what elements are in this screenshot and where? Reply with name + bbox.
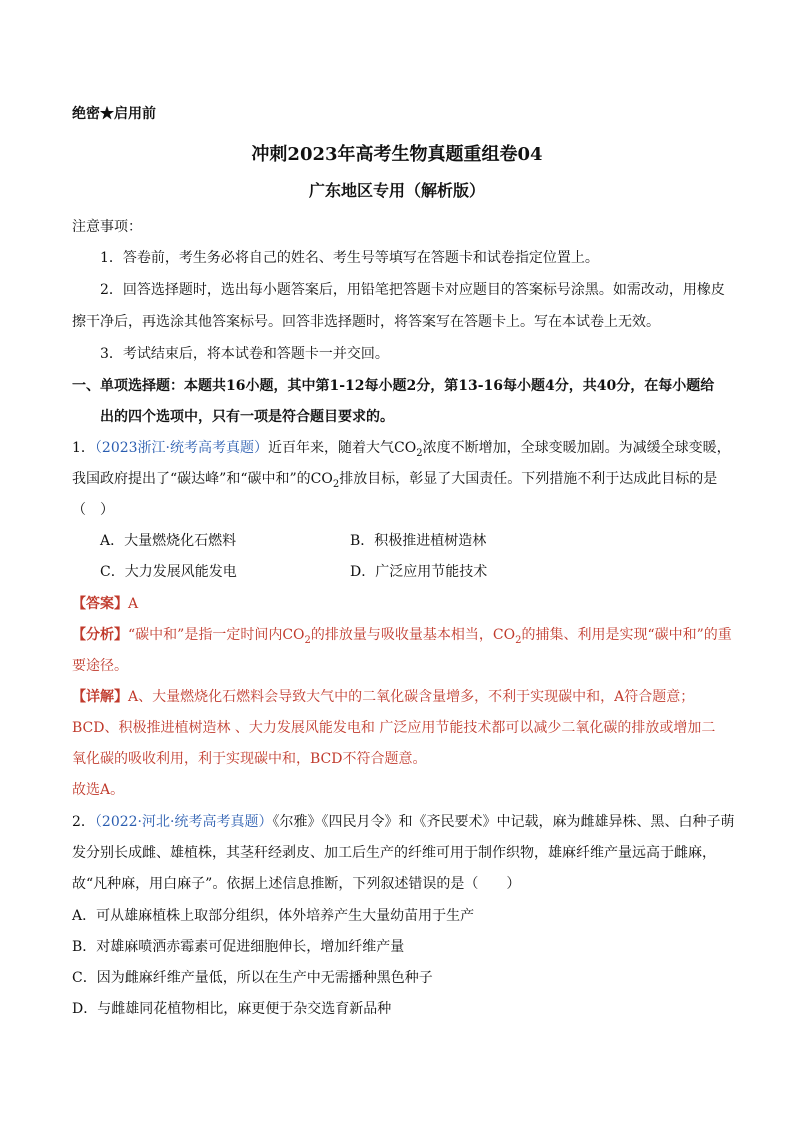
detail-line1: 【详解】A、大量燃烧化石燃料会导致大气中的二氧化碳含量增多，不利于实现碳中和，A符合题意； <box>72 689 695 705</box>
option-d: D．与雌雄同花植物相比，麻更便于杂交选育新品种 <box>72 1001 392 1017</box>
option-a: A．大量燃烧化石燃料 <box>100 533 237 549</box>
secret-label: 绝密★启用前 <box>72 106 156 122</box>
question-2-line2: 发分别长成雌、雄植株，其茎秆经剥皮、加工后生产的纤维可用于制作织物，雄麻纤维产量远高于雌麻， <box>72 845 716 861</box>
detail-line2: BCD、积极推进植树造林 、大力发展风能发电和 广泛应用节能技术都可以减少二氧化碳的排放或增加二 <box>72 720 716 736</box>
option-a: A．可从雄麻植株上取部分组织，体外培养产生大量幼苗用于生产 <box>72 908 475 924</box>
exam-title: 冲刺2023年高考生物真题重组卷04 <box>251 144 543 165</box>
analysis-label: 【分析】 <box>72 627 128 643</box>
note-item: 1．答卷前，考生务必将自己的姓名、考生号等填写在答题卡和试卷指定位置上。 <box>100 250 599 266</box>
answer-line <box>72 593 138 613</box>
question-source: （2022·河北·统考高考真题） <box>94 814 273 830</box>
option-b: B．对雄麻喷洒赤霉素可促进细胞伸长，增加纤维产量 <box>72 939 405 955</box>
detail-line3: 氧化碳的吸收利用，利于实现碳中和，BCD不符合题意。 <box>72 751 427 767</box>
note-item: 2．回答选择题时，选出每小题答案后，用铅笔把答题卡对应题目的答案标号涂黑。如需改动，用橡皮 <box>100 282 725 298</box>
conclusion: 故选A。 <box>72 782 125 798</box>
question-number: 1． <box>72 440 95 456</box>
detail-label: 【详解】 <box>72 689 128 705</box>
question-2-line3: 故“凡种麻，用白麻子”。依据上述信息推断，下列叙述错误的是（ ） <box>72 876 521 892</box>
option-c: C．大力发展风能发电 <box>100 564 237 580</box>
notes-heading: 注意事项： <box>72 219 142 235</box>
section-heading: 一、单项选择题：本题共16小题，其中第1-12每小题2分，第13-16每小题4分，共40分，在每小题给 <box>72 378 715 394</box>
note-item: 3．考试结束后，将本试卷和答题卡一并交回。 <box>100 346 389 362</box>
answer-value: A <box>128 596 139 612</box>
answer-label: 【答案】 <box>72 596 128 612</box>
analysis-line1: 【分析】“碳中和”是指一定时间内$CO_2$的排放量与吸收量基本相当，$CO_2$的捕集、利用是实现“碳中和”的重 <box>72 627 732 646</box>
option-b: B．积极推进植树造林 <box>350 533 487 549</box>
section-heading-cont: 出的四个选项中，只有一项是符合题目要求的。 <box>100 409 394 425</box>
answer-blank: （ ） <box>72 502 114 518</box>
question-number: 2． <box>72 814 95 830</box>
question-2-line1: 2．（2022·河北·统考高考真题）《尔雅》《四民月令》和《齐民要术》中记载，麻为雌雄异株、黑、白种子萌 <box>72 814 735 830</box>
note-item: 擦干净后，再选涂其他答案标号。回答非选择题时，将答案写在答题卡上。写在本试卷上无效。 <box>72 314 660 330</box>
analysis-line2: 要途径。 <box>72 658 128 674</box>
option-c: C．因为雌麻纤维产量低，所以在生产中无需播种黑色种子 <box>72 970 433 986</box>
exam-subtitle: 广东地区专用（解析版） <box>308 181 485 200</box>
option-d: D．广泛应用节能技术 <box>350 564 488 580</box>
question-1-line2: 我国政府提出了“碳达峰”和“碳中和”的$CO_2$排放目标，彰显了大国责任。下列措施不利于达成此目标的是 <box>72 471 718 490</box>
question-1-line1: 1．（2023浙江·统考高考真题）近百年来，随着大气$CO_2$浓度不断增加，全球变暖加剧。为减缓全球变暖， <box>72 440 731 459</box>
question-source: （2023浙江·统考高考真题） <box>94 440 269 456</box>
